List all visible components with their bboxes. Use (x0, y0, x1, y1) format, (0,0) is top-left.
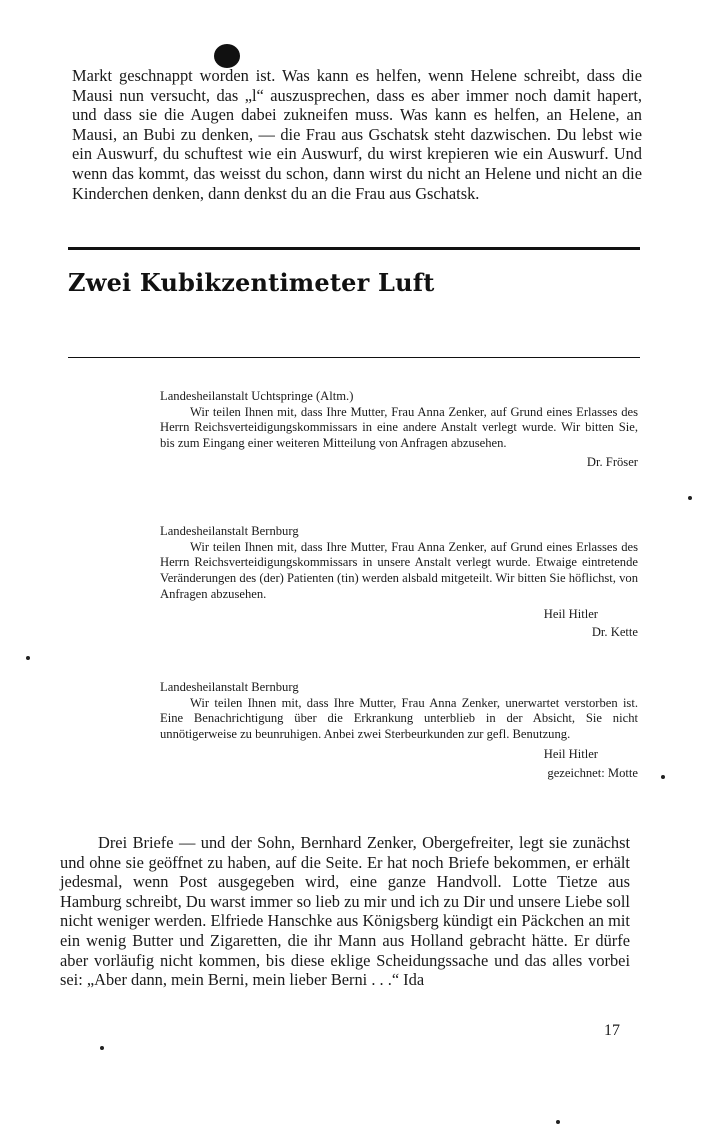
letter-bernburg-transfer (160, 524, 638, 641)
letter-body: Wir teilen Ihnen mit, dass Ihre Mutter, Frau Anna Zenker, auf Grund eines Erlasses des Herrn Reichsverteidigungskommissars in unsere Anstalt verlegt wurde. Etwaige eintretende Veränderungen des (der) Patienten (tin) werden alsbald mitgeteilt. Wir bitten Sie höflichst, von Anfragen abzusehen. (160, 539, 638, 601)
letter-sender: Landesheilanstalt Uchtspringe (Altm.) (160, 389, 354, 403)
page-number: 17 (604, 1022, 620, 1039)
letter-sender: Landesheilanstalt Bernburg (160, 680, 299, 694)
ink-blot (214, 44, 240, 68)
letter-uchtspringe (160, 389, 638, 471)
letter-sender: Landesheilanstalt Bernburg (160, 524, 299, 538)
print-speck (556, 1120, 560, 1124)
letter-signature: Dr. Kette (591, 625, 638, 640)
section-rule-bottom (68, 357, 640, 358)
letter-body: Wir teilen Ihnen mit, dass Ihre Mutter, Frau Anna Zenker, auf Grund eines Erlasses des Herrn Reichsverteidigungskommissars in eine andere Anstalt verlegt wurde. Wir bitten Sie, bis zum Eingang einer weiteren Mitteilung von Anfragen abzusehen. (160, 404, 638, 451)
letter-signature: gezeichnet: Motte (547, 765, 638, 780)
letter-closing: Heil Hitler (543, 746, 598, 761)
letter-body: Wir teilen Ihnen mit, dass Ihre Mutter, Frau Anna Zenker, unerwartet verstorben ist. Eine Benachrichtigung über die Erkrankung unterblieb in der Absicht, Sie nicht unnötigerweise zu beunruhigen. Anbei zwei Sterbeurkunden zur gefl. Benutzung. (160, 695, 638, 742)
top-paragraph: Markt geschnappt worden ist. Was kann es helfen, wenn Helene schreibt, dass die Mausi nun versucht, das „l“ auszusprechen, dass es aber immer noch damit hapert, und dass sie die Augen dabei zukneifen muss. Was kann es helfen, an Helene, an Mausi, an Bubi zu denken, — die Frau aus Gschatsk steht dazwischen. Du lebst wie ein Auswurf, du schuftest wie ein Auswurf, du wirst krepieren wie ein Auswurf. Und wenn das kommt, das weisst du schon, dann wirst du nicht an Helene und nicht an die Kinderchen denken, dann denkst du an die Frau aus Gschatsk. (72, 66, 642, 203)
letter-closing: Heil Hitler (543, 606, 598, 621)
print-speck (100, 1046, 104, 1050)
letter-signature: Dr. Fröser (586, 454, 638, 469)
print-speck (661, 775, 665, 779)
letter-bernburg-death (160, 680, 638, 781)
section-rule-top (68, 247, 640, 250)
bottom-paragraph: Drei Briefe — und der Sohn, Bernhard Zenker, Obergefreiter, legt sie zunächst und ohne sie geöffnet zu haben, auf die Seite. Er hat noch Briefe bekommen, er erhält jedesmal, wenn Post ausgegeben wird, eine ganze Handvoll. Lotte Tietze aus Hamburg schreibt, Du warst immer so lieb zu mir und ich zu Dir und unsere Liebe soll nicht weniger werden. Elfriede Hanschke aus Königsberg kündigt ein Päckchen an mit ein wenig Butter und Zigaretten, die ihr Mann aus Holland gebracht hätte. Er dürfe aber vorläufig nicht kommen, bis diese eklige Scheidungssache und das alles vorbei sei: „Aber dann, mein Berni, mein lieber Berni . . .“ Ida (60, 833, 630, 990)
print-speck (688, 496, 692, 500)
section-title: Zwei Kubikzentimeter Luft (68, 268, 435, 297)
print-speck (26, 656, 30, 660)
